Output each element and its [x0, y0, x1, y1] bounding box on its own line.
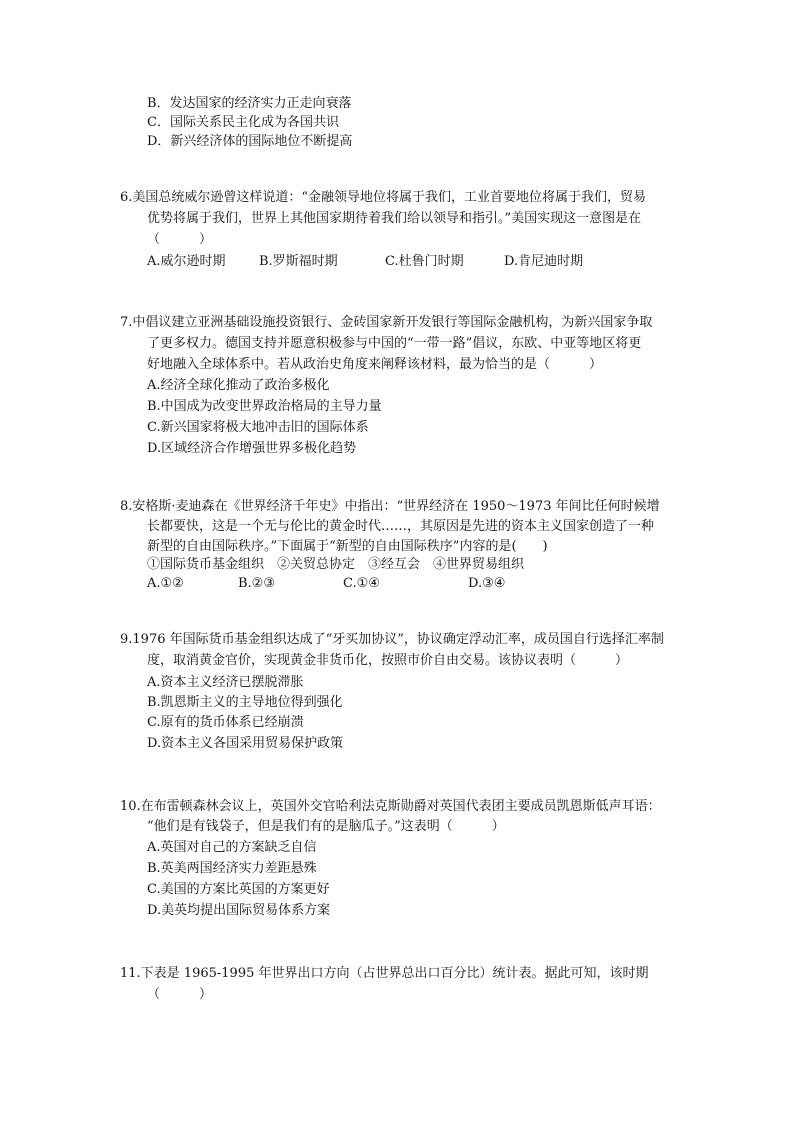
q9-stem-line-1: 9.1976 年国际货币基金组织达成了“牙买加协议”，协议确定浮动汇率，成员国自行选择汇率制 — [120, 632, 664, 647]
q11-answer-blank: （ ） — [147, 987, 213, 1002]
q6-stem-line-1: 6.美国总统威尔逊曾这样说道：“金融领导地位将属于我们，工业首要地位将属于我们，贸易 — [120, 190, 647, 205]
q8-option-c: C.①④ — [343, 576, 380, 591]
q7-stem-line-3: 好地融入全球体系中。若从政治史角度来阐释该材料，最为恰当的是（ ） — [147, 357, 603, 372]
q9-stem-line-2: 度，取消黄金官价，实现黄金非货币化，按照市价自由交易。该协议表明（ ） — [147, 653, 629, 668]
q7-option-b: B.中国成为改变世界政治格局的主导力量 — [147, 399, 382, 414]
q6-option-c: C.杜鲁门时期 — [385, 254, 464, 269]
q8-option-a: A.①② — [147, 576, 184, 591]
q7-option-c: C.新兴国家将极大地冲击旧的国际体系 — [147, 420, 369, 435]
q10-option-a: A.英国对自己的方案缺乏自信 — [147, 840, 317, 855]
q5-option-c: C．国际关系民主化成为各国共识 — [147, 115, 339, 130]
q6-option-d: D.肯尼迪时期 — [504, 254, 584, 269]
q7-option-a: A.经济全球化推动了政治多极化 — [147, 378, 330, 393]
q8-choice-items: ①国际货币基金组织 ②关贸总协定 ③经互会 ④世界贸易组织 — [147, 557, 525, 572]
q11-stem-line-1: 11.下表是 1965-1995 年世界出口方向（占世界总出口百分比）统计表。据此可知，该时期 — [120, 966, 649, 981]
q10-stem-line-1: 10.在布雷顿森林会议上，英国外交官哈利法克斯勋爵对英国代表团主要成员凯恩斯低声耳语： — [120, 799, 661, 814]
q8-option-b: B.②③ — [238, 576, 275, 591]
q6-option-b: B.罗斯福时期 — [259, 254, 338, 269]
q10-option-d: D.美英均提出国际贸易体系方案 — [147, 903, 331, 918]
q6-stem-line-2: 优势将属于我们，世界上其他国家期待着我们给以领导和指引。”美国实现这一意图是在 — [147, 211, 642, 226]
q7-option-d: D.区域经济合作增强世界多极化趋势 — [147, 441, 357, 456]
q6-options-row — [0, 252, 794, 272]
q8-stem-line-1: 8.安格斯·麦迪森在《世界经济千年史》中指出：“世界经济在 1950～1973 年间比任何时候增 — [120, 499, 660, 514]
q10-option-b: B.英美两国经济实力差距悬殊 — [147, 861, 317, 876]
q10-option-c: C.美国的方案比英国的方案更好 — [147, 882, 330, 897]
q8-options-row — [0, 574, 794, 594]
q6-answer-blank: （ ） — [147, 232, 213, 247]
q8-option-d: D.③④ — [468, 576, 506, 591]
q9-option-a: A.资本主义经济已摆脱滞胀 — [147, 675, 304, 690]
q5-option-d: D．新兴经济体的国际地位不断提高 — [147, 134, 353, 149]
q10-stem-line-2: “他们是有钱袋子，但是我们有的是脑瓜子。”这表明（ ） — [147, 819, 505, 834]
q8-stem-line-3: 新型的自由国际秩序。”下面属于“新型的自由国际秩序”内容的是( ) — [147, 539, 548, 554]
q9-option-c: C.原有的货币体系已经崩溃 — [147, 715, 304, 730]
q6-option-a: A.威尔逊时期 — [147, 254, 226, 269]
q5-option-b: B．发达国家的经济实力正走向衰落 — [147, 96, 352, 111]
q7-stem-line-1: 7.中倡议建立亚洲基础设施投资银行、金砖国家新开发银行等国际金融机构，为新兴国家争取 — [120, 315, 653, 330]
q9-option-d: D.资本主义各国采用贸易保护政策 — [147, 736, 344, 751]
q7-stem-line-2: 了更多权力。德国支持并愿意积极参与中国的“一带一路”倡议，东欧、中亚等地区将更 — [147, 336, 642, 351]
q9-option-b: B.凯恩斯主义的主导地位得到强化 — [147, 695, 343, 710]
q8-stem-line-2: 长都要快，这是一个无与伦比的黄金时代……，其原因是先进的资本主义国家创造了一种 — [147, 519, 655, 534]
